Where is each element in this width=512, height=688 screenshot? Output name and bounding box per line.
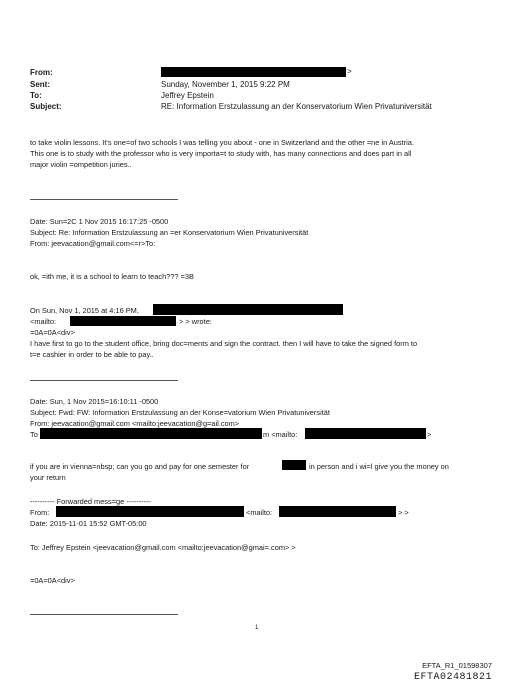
msg2-mailto: <mailto: bbox=[30, 317, 57, 326]
fwd-date: Date: 2015-11-01 15:52 GMT-05:00 bbox=[30, 519, 147, 528]
body-line: I have first to go to the student office, bring doc=ments and sign the contract. then I will have to take the signed form to bbox=[30, 339, 418, 348]
redaction-block bbox=[153, 304, 343, 315]
to-value: Jeffrey Epstein bbox=[161, 91, 214, 100]
separator-rule bbox=[30, 614, 178, 615]
msg2-on-line: On Sun, Nov 1, 2015 at 4:16 PM, bbox=[30, 306, 139, 315]
fwd-heading: ---------- Forwarded mess=ge ---------- bbox=[30, 497, 151, 506]
bates-number-large: EFTA02481821 bbox=[413, 672, 492, 683]
fwd-suffix: > > bbox=[398, 508, 409, 517]
redaction-block bbox=[282, 460, 306, 470]
body-line: t=e cashier in order to be able to pay.. bbox=[30, 350, 154, 359]
msg3-subject: Subject: Fwd: FW: Information Erstzulassung an der Konse=vatorium Wien Privatuniversität bbox=[30, 408, 330, 417]
msg2-wrote: > > wrote: bbox=[179, 317, 212, 326]
msg3-from: From: jeevacation@gmail.com <mailto:jeevacation@g=ail.com> bbox=[30, 419, 240, 428]
msg2-div-line: =0A=0A<div> bbox=[30, 328, 75, 337]
body-line: major violin =ompetition juries.. bbox=[30, 160, 132, 169]
msg3-to-prefix: To bbox=[30, 430, 38, 439]
bates-number-small: EFTA_R1_01598307 bbox=[422, 661, 492, 670]
fwd-to: To: Jeffrey Epstein <jeevacation@gmail.com <mailto:jeevacation@gmai=.com> > bbox=[30, 543, 296, 552]
separator-rule bbox=[30, 199, 178, 200]
msg3-body-part1: if you are in vienna=nbsp; can you go and pay for one semester for bbox=[30, 462, 250, 471]
redaction-block bbox=[161, 67, 346, 77]
fwd-mailto: <mailto: bbox=[246, 508, 273, 517]
redaction-block bbox=[305, 428, 426, 439]
redaction-block bbox=[279, 506, 396, 517]
body-line: This one is to study with the professor who is very importa=t to study with, has many connections and does part in all bbox=[30, 149, 412, 158]
to-label: To: bbox=[30, 91, 42, 100]
page-number: 1 bbox=[255, 625, 259, 631]
separator-rule bbox=[30, 380, 178, 381]
msg3-body-line2: your return bbox=[30, 473, 66, 482]
subject-value: RE: Information Erstzulassung an der Konservatorium Wien Privatuniversität bbox=[161, 102, 432, 111]
redaction-block bbox=[70, 316, 176, 326]
fwd-from-label: From: bbox=[30, 508, 50, 517]
msg3-to-mailto: m <mailto: bbox=[263, 430, 298, 439]
msg3-body-part2: in person and i wi=l give you the money on bbox=[309, 462, 449, 471]
redaction-block bbox=[40, 428, 262, 439]
sent-value: Sunday, November 1, 2015 9:22 PM bbox=[161, 80, 290, 89]
msg3-to-suffix: > bbox=[427, 430, 432, 439]
redaction-block bbox=[56, 506, 244, 517]
sent-label: Sent: bbox=[30, 80, 50, 89]
msg1-body: ok, =ith me, it is a school to learn to teach??? =3B bbox=[30, 272, 194, 281]
msg1-from: From: jeevacation@gmail.com<=r>To: bbox=[30, 239, 156, 248]
from-label: From: bbox=[30, 68, 53, 77]
body-line: to take violin lessons. It's one=of two schools I was telling you about - one in Switzerland and the other =ne in Austria. bbox=[30, 138, 414, 147]
msg1-subject: Subject: Re: Information Erstzulassung an =er Konservatorium Wien Privatuniversität bbox=[30, 228, 309, 237]
msg3-date: Date: Sun, 1 Nov 2015=16:10:11 -0500 bbox=[30, 397, 159, 406]
fwd-div-line: =0A=0A<div> bbox=[30, 576, 75, 585]
subject-label: Subject: bbox=[30, 102, 62, 111]
msg1-date: Date: Sun=2C 1 Nov 2015 16:17:25 -0500 bbox=[30, 217, 169, 226]
from-suffix: > bbox=[347, 67, 352, 76]
